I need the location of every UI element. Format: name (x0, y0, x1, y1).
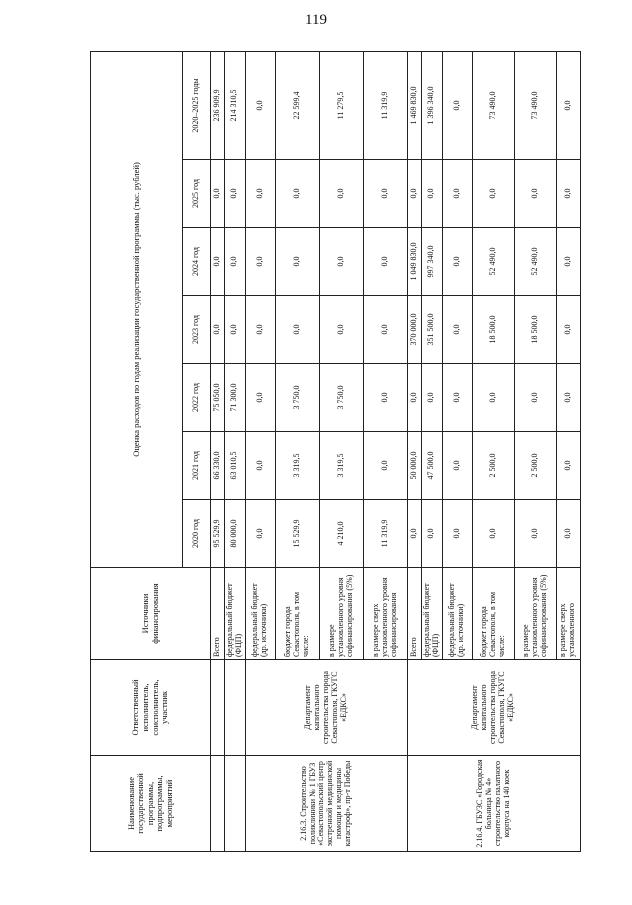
value-cell: 0,0 (556, 500, 580, 568)
value-cell: 80 000,0 (225, 500, 246, 568)
value-cell: 0,0 (275, 160, 319, 228)
value-cell: 0,0 (472, 160, 514, 228)
table-row (245, 51, 275, 851)
header-year: 2024 год (183, 228, 211, 296)
value-cell: 0,0 (245, 51, 275, 159)
value-cell: 11 319,9 (363, 500, 407, 568)
header-year: 2023 год (183, 296, 211, 364)
value-cell: 997 340,0 (421, 228, 442, 296)
value-cell: 71 300,0 (225, 364, 246, 432)
value-cell: 0,0 (319, 160, 363, 228)
header-name: Наименование государственной программы, подпрограммы, мероприятий (91, 756, 211, 852)
header-year: 2021 год (183, 432, 211, 500)
value-cell: 0,0 (421, 500, 442, 568)
value-cell: 0,0 (225, 160, 246, 228)
value-cell: 4 210,0 (319, 500, 363, 568)
value-cell: 0,0 (442, 160, 472, 228)
value-cell: 0,0 (472, 364, 514, 432)
value-cell: 0,0 (363, 432, 407, 500)
value-cell: 0,0 (245, 500, 275, 568)
value-cell: 22 599,4 (275, 51, 319, 159)
value-cell: 2 500,0 (514, 432, 556, 500)
value-cell: 73 490,0 (472, 51, 514, 159)
value-cell: 3 319,5 (275, 432, 319, 500)
value-cell: 1 049 830,0 (407, 228, 421, 296)
value-cell: 0,0 (556, 51, 580, 159)
value-cell: 1 469 830,0 (407, 51, 421, 159)
value-cell: 0,0 (514, 364, 556, 432)
value-cell: 0,0 (556, 228, 580, 296)
value-cell: 0,0 (275, 296, 319, 364)
value-cell: 0,0 (225, 228, 246, 296)
empty-cell (211, 660, 225, 756)
source-cell: в размере сверх установленного уровня софинансирования (363, 568, 407, 660)
empty-cell (225, 756, 246, 852)
source-cell: федеральный бюджет (ФЦП) (421, 568, 442, 660)
value-cell: 3 750,0 (275, 364, 319, 432)
measure-name: 2.16.4. ГБУЗС «Городская больница № 4» строительство палатного корпуса на 140 коек (407, 756, 580, 852)
value-cell: 0,0 (245, 160, 275, 228)
value-cell: 0,0 (363, 160, 407, 228)
value-cell: 0,0 (319, 228, 363, 296)
value-cell: 0,0 (442, 364, 472, 432)
value-cell: 66 330,0 (211, 432, 225, 500)
source-cell: в размере сверх установленного (556, 568, 580, 660)
table-container (90, 52, 612, 852)
value-cell: 0,0 (275, 228, 319, 296)
value-cell: 236 909,9 (211, 51, 225, 159)
value-cell: 0,0 (407, 364, 421, 432)
measure-name: 2.16.3. Строительство поликлиники № 1 ГБУЗ «Севастопольский центр экстренной медицинской помощи и медицины катастроф», пр-т Победы (245, 756, 407, 852)
header-responsible: Ответственный исполнитель, соисполнитель, участник (91, 660, 211, 756)
value-cell: 75 050,0 (211, 364, 225, 432)
source-cell: Всего (211, 568, 225, 660)
header-year: 2020–2025 годы (183, 51, 211, 159)
value-cell: 0,0 (363, 228, 407, 296)
responsible-cell: Департамент капитального строительства города Севастополя, ГКУГС «ЕДКС» (407, 660, 580, 756)
value-cell: 0,0 (319, 296, 363, 364)
value-cell: 47 500,0 (421, 432, 442, 500)
value-cell: 0,0 (442, 228, 472, 296)
rotated-table-frame (90, 52, 612, 852)
header-year: 2022 год (183, 364, 211, 432)
value-cell: 214 310,5 (225, 51, 246, 159)
value-cell: 0,0 (245, 364, 275, 432)
value-cell: 0,0 (556, 160, 580, 228)
value-cell: 370 000,0 (407, 296, 421, 364)
value-cell: 0,0 (407, 500, 421, 568)
header-year: 2025 год (183, 160, 211, 228)
value-cell: 0,0 (442, 51, 472, 159)
value-cell: 52 490,0 (514, 228, 556, 296)
expenditure-table (90, 51, 581, 852)
value-cell: 3 750,0 (319, 364, 363, 432)
value-cell: 52 490,0 (472, 228, 514, 296)
empty-cell (211, 756, 225, 852)
value-cell: 0,0 (442, 296, 472, 364)
responsible-cell: Департамент капитального строительства города Севастополя, ГКУГС «ЕДКС» (245, 660, 407, 756)
table-row (225, 51, 246, 851)
value-cell: 0,0 (245, 228, 275, 296)
value-cell: 351 500,0 (421, 296, 442, 364)
value-cell: 0,0 (442, 500, 472, 568)
value-cell: 2 500,0 (472, 432, 514, 500)
value-cell: 3 319,5 (319, 432, 363, 500)
page-number: 119 (305, 12, 327, 28)
value-cell: 0,0 (472, 500, 514, 568)
value-cell: 0,0 (245, 432, 275, 500)
source-cell: федеральный бюджет (ФЦП) (225, 568, 246, 660)
source-cell: в размере установленного уровня софинансирования (5%) (319, 568, 363, 660)
value-cell: 18 500,0 (472, 296, 514, 364)
value-cell: 0,0 (442, 432, 472, 500)
value-cell: 0,0 (245, 296, 275, 364)
header-year: 2020 год (183, 500, 211, 568)
value-cell: 0,0 (556, 364, 580, 432)
source-cell: Всего (407, 568, 421, 660)
source-cell: бюджет города Севастополя, в том числе: (472, 568, 514, 660)
value-cell: 18 500,0 (514, 296, 556, 364)
source-cell: федеральный бюджет (др. источники) (245, 568, 275, 660)
value-cell: 0,0 (211, 296, 225, 364)
value-cell: 0,0 (514, 500, 556, 568)
value-cell: 0,0 (363, 364, 407, 432)
value-cell: 0,0 (211, 228, 225, 296)
empty-cell (225, 660, 246, 756)
value-cell: 0,0 (211, 160, 225, 228)
value-cell: 0,0 (421, 160, 442, 228)
value-cell: 73 490,0 (514, 51, 556, 159)
header-estimate: Оценка расходов по годам реализации государственной программы (тыс. рублей) (91, 51, 183, 567)
value-cell: 0,0 (225, 296, 246, 364)
value-cell: 0,0 (407, 160, 421, 228)
value-cell: 11 279,5 (319, 51, 363, 159)
header-sources: Источники финансирования (91, 568, 211, 660)
value-cell: 11 319,9 (363, 51, 407, 159)
table-row (407, 51, 421, 851)
value-cell: 95 529,9 (211, 500, 225, 568)
source-cell: бюджет города Севастополя, в том числе: (275, 568, 319, 660)
value-cell: 0,0 (363, 296, 407, 364)
value-cell: 0,0 (556, 432, 580, 500)
table-row (211, 51, 225, 851)
value-cell: 15 529,9 (275, 500, 319, 568)
value-cell: 63 010,5 (225, 432, 246, 500)
value-cell: 0,0 (514, 160, 556, 228)
value-cell: 0,0 (421, 364, 442, 432)
value-cell: 0,0 (556, 296, 580, 364)
value-cell: 1 396 340,0 (421, 51, 442, 159)
source-cell: в размере установленного уровня софинансирования (5%) (514, 568, 556, 660)
source-cell: федеральный бюджет (др. источники) (442, 568, 472, 660)
value-cell: 50 000,0 (407, 432, 421, 500)
